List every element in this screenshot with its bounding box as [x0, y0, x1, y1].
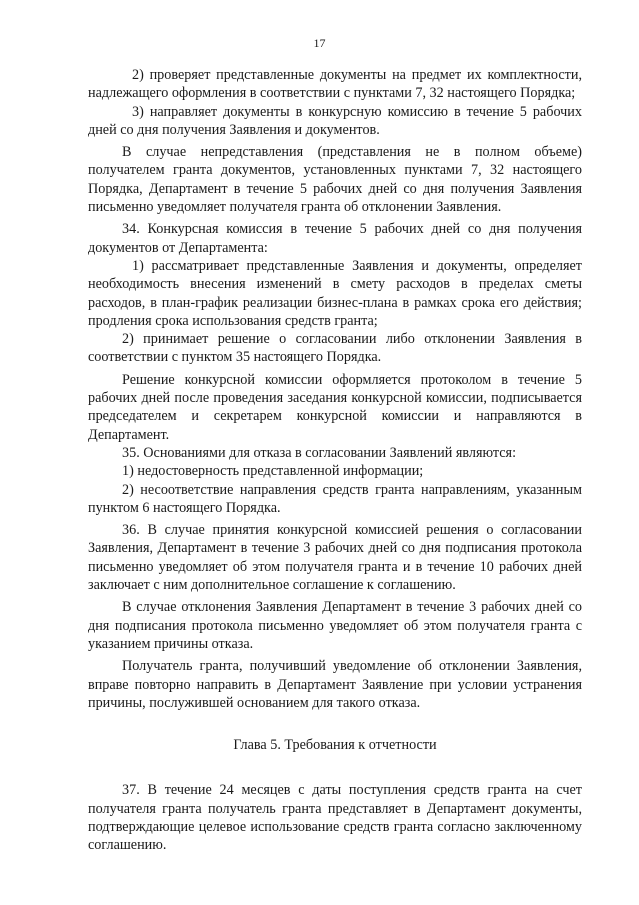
paragraph-rejection: В случае отклонения Заявления Департамент в течение 3 рабочих дней со дня подписания протокола письменно уведомляет об этом получателя гранта с указанием причины отказа.: [88, 599, 582, 652]
paragraph-commission-decision: Решение конкурсной комиссии оформляется протоколом в течение 5 рабочих дней после проведения заседания конкурсной комиссии, подписывается председателем и секретарем конкурсной комиссии и направляются в Департамент.: [88, 371, 582, 443]
paragraph-clause-37: 37. В течение 24 месяцев с даты поступления средств гранта на счет получателя гранта получатель гранта представляет в Департамент документы, подтверждающие целевое использование средств гранта согласно заключенному соглашению.: [88, 782, 582, 854]
paragraph-clause-34-item-2: 2) принимает решение о согласовании либо отклонении Заявления в соответствии с пунктом 35 настоящего Порядка.: [88, 331, 582, 366]
paragraph-clause-35: 35. Основаниями для отказа в согласовании Заявлений являются:: [122, 444, 517, 461]
paragraph-clause-35-item-1: 1) недостоверность представленной информации;: [122, 463, 424, 480]
paragraph-clause-34: 34. Конкурсная комиссия в течение 5 рабочих дней со дня получения документов от Департамента:: [88, 221, 582, 256]
document-body: [88, 66, 582, 855]
paragraph-item-3-send: 3) направляет документы в конкурсную комиссию в течение 5 рабочих дней со дня получения Заявления и документов.: [88, 103, 582, 138]
paragraph-clause-34-item-1: 1) рассматривает представленные Заявления и документы, определяет необходимость внесения изменений в смету расходов в пределах сметы расходов, в план-график реализации бизнес-плана в рамках срока его действия; продления срока использования средств гранта;: [88, 257, 582, 329]
paragraph-resubmission: Получатель гранта, получивший уведомление об отклонении Заявления, вправе повторно направить в Департамент Заявление при условии устранения причины, послужившей основанием для такого отказа.: [88, 658, 582, 711]
paragraph-item-2-check: 2) проверяет представленные документы на предмет их комплектности, надлежащего оформления в соответствии с пунктами 7, 32 настоящего Порядка;: [88, 67, 582, 102]
paragraph-clause-36: 36. В случае принятия конкурсной комиссией решения о согласовании Заявления, Департамент в течение 3 рабочих дней со дня подписания протокола письменно уведомляет об этом получателя гранта и в течение 10 рабочих дней заключает с ним дополнительное соглашение к соглашению.: [88, 522, 582, 594]
paragraph-clause-35-item-2: 2) несоответствие направления средств гранта направлениям, указанным пунктом 6 настоящего Порядка.: [88, 481, 582, 516]
chapter-title: Глава 5. Требования к отчетности: [233, 737, 437, 754]
paragraph-non-submission: В случае непредставления (представления не в полном объеме) получателем гранта документов, установленных пунктами 7, 32 настоящего Порядка, Департамент в течение 5 рабочих дней со дня получения Заявления письменно уведомляет получателя гранта об отклонении Заявления.: [88, 144, 582, 216]
page-number: 17: [313, 36, 326, 50]
